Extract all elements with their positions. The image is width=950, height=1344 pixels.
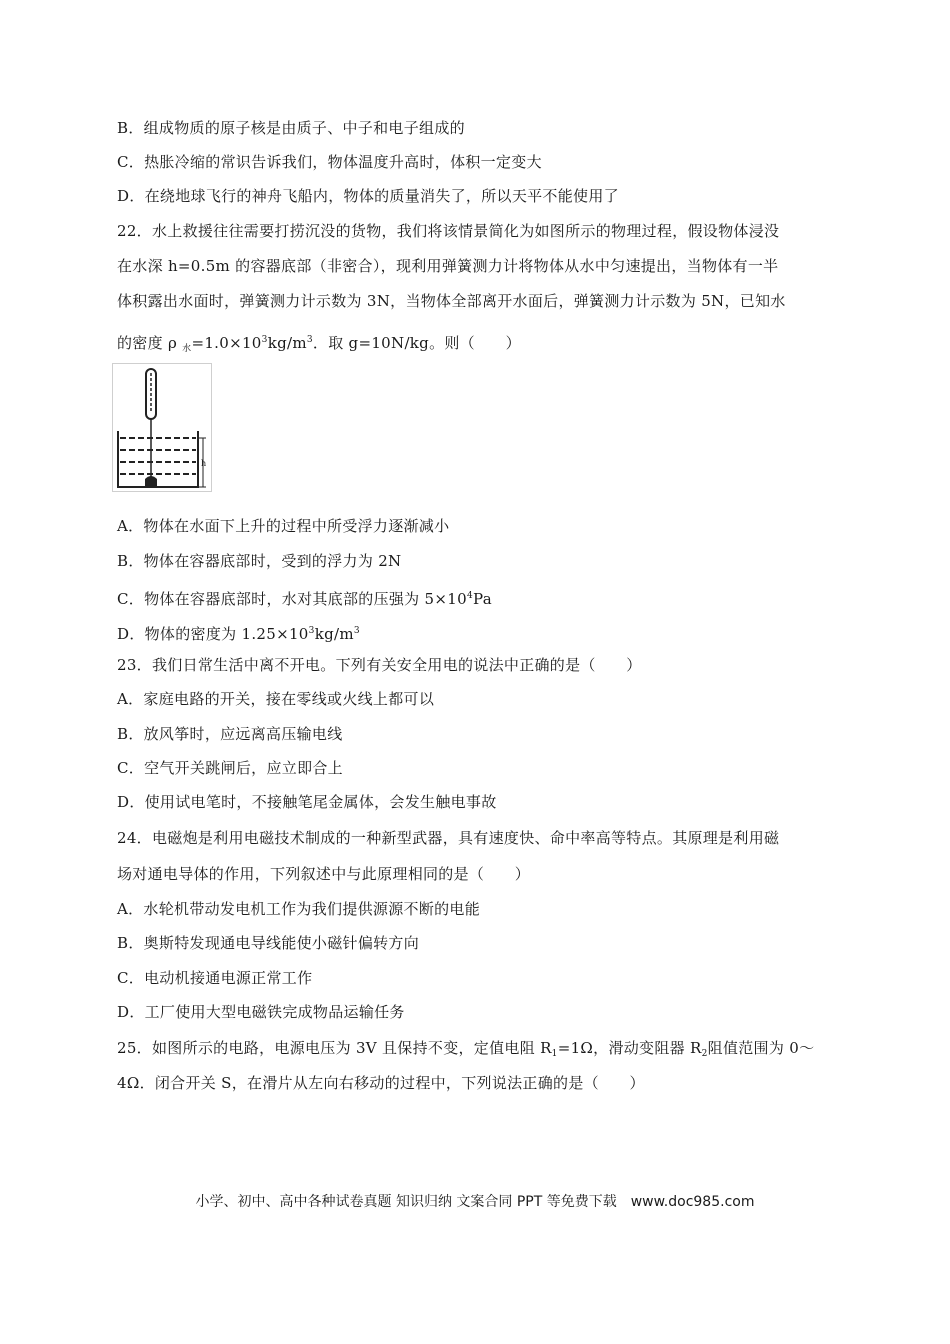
q22-option-b: B．物体在容器底部时，受到的浮力为 2N: [117, 552, 402, 570]
q24-option-c: C．电动机接通电源正常工作: [117, 969, 313, 987]
q24-option-b: B．奥斯特发现通电导线能使小磁针偏转方向: [117, 934, 420, 952]
q24-option-d: D．工厂使用大型电磁铁完成物品运输任务: [117, 1003, 405, 1021]
q22-stem-line-4: 的密度 ρ $_水=1.0\times 10^3kg/m^3$．取 g=10N/kg。则（ ）: [117, 334, 521, 354]
q21-option-c: C．热胀冷缩的常识告诉我们，物体温度升高时，体积一定变大: [117, 153, 542, 171]
q25-stem-line-1: 25．如图所示的电路，电源电压为 3V 且保持不变，定值电阻 $R_1=1\Omega$，滑动变阻器 $R_2$阻值范围为 0～: [117, 1039, 815, 1059]
q22-option-d: D．物体的密度为 $1.25\times 10^3kg/m^3$: [117, 625, 360, 643]
q23-option-a: A．家庭电路的开关，接在零线或火线上都可以: [117, 690, 435, 708]
q22-option-a: A．物体在水面下上升的过程中所受浮力逐渐减小: [117, 517, 450, 535]
q22-stem-line-2: 在水深 h=0.5m 的容器底部（非密合），现利用弹簧测力计将物体从水中匀速提出，当物体有一半: [117, 257, 779, 275]
page-footer: 小学、初中、高中各种试卷真题 知识归纳 文案合同 PPT 等免费下载 www.doc985.com: [195, 1194, 755, 1210]
q23-option-c: C．空气开关跳闸后，应立即合上: [117, 759, 343, 777]
q24-stem-line-2: 场对通电导体的作用，下列叙述中与此原理相同的是（ ）: [117, 865, 531, 883]
q23-stem: 23．我们日常生活中离不开电。下列有关安全用电的说法中正确的是（ ）: [117, 656, 642, 674]
q25-stem-line-2: 4Ω．闭合开关 S，在滑片从左向右移动的过程中，下列说法正确的是（ ）: [117, 1074, 645, 1092]
q22-stem-line-3: 体积露出水面时，弹簧测力计示数为 3N，当物体全部离开水面后，弹簧测力计示数为 5N，已知水: [117, 292, 786, 310]
q24-option-a: A．水轮机带动发电机工作为我们提供源源不断的电能: [117, 900, 481, 918]
q24-stem-line-1: 24．电磁炮是利用电磁技术制成的一种新型武器，具有速度快、命中率高等特点。其原理是利用磁: [117, 829, 780, 847]
q22-option-c: C．物体在容器底部时，水对其底部的压强为 $5\times 10^4Pa$: [117, 590, 492, 608]
q21-option-b: B．组成物质的原子核是由质子、中子和电子组成的: [117, 119, 465, 137]
q23-option-d: D．使用试电笔时，不接触笔尾金属体，会发生触电事故: [117, 793, 497, 811]
q22-stem-line-1: 22．水上救援往往需要打捞沉没的货物，我们将该情景简化为如图所示的物理过程，假设物体浸没: [117, 222, 780, 240]
q22-diagram: [112, 363, 212, 492]
h-label: h: [201, 459, 207, 468]
q21-option-d: D．在绕地球飞行的神舟飞船内，物体的质量消失了，所以天平不能使用了: [117, 187, 619, 205]
q23-option-b: B．放风筝时，应远离高压输电线: [117, 725, 343, 743]
